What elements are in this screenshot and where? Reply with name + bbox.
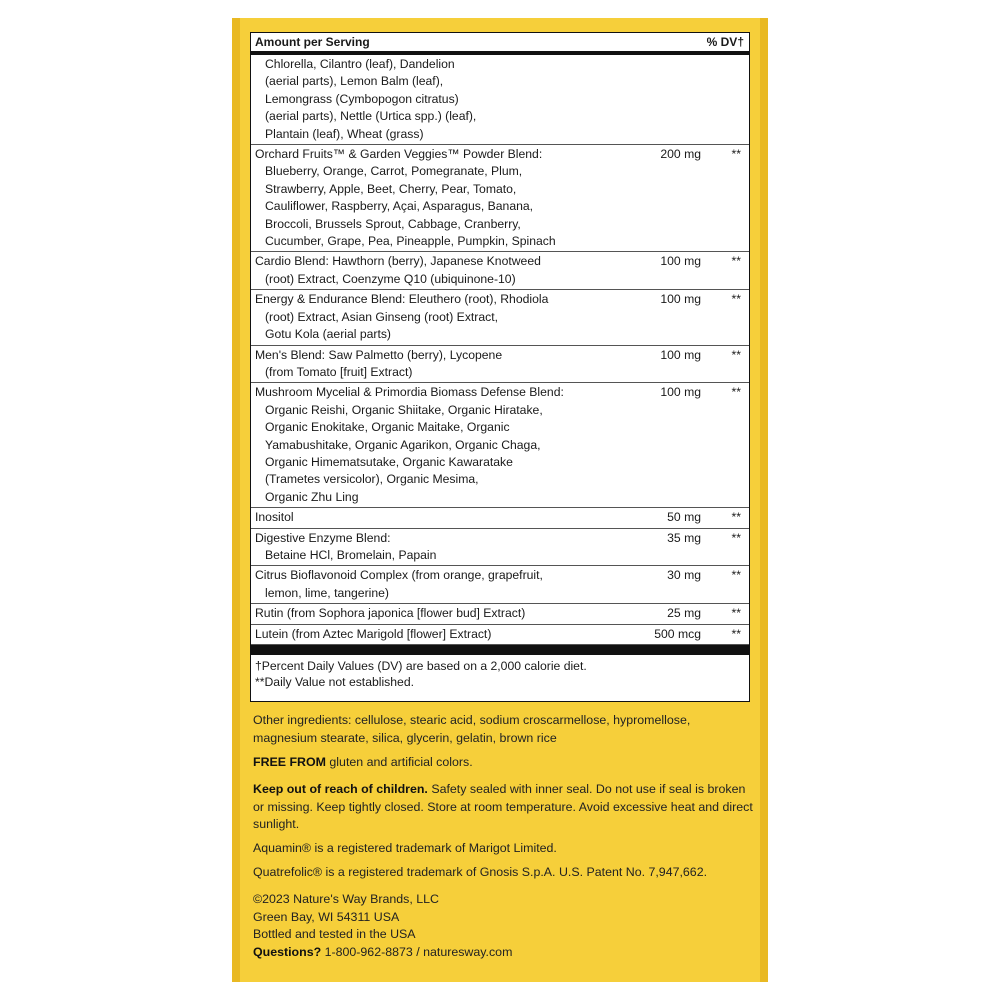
amount-value: 100 mg (660, 385, 701, 400)
dv-value (707, 56, 747, 143)
footnotes (251, 655, 749, 693)
ingredient-line: Men's Blend: Saw Palmetto (berry), Lycopene (255, 347, 503, 362)
label-edge-left (232, 18, 240, 982)
ingredient-line: Rutin (from Sophora japonica [flower bud] Extract) (255, 606, 526, 621)
ingredient-line: Strawberry, Apple, Beet, Cherry, Pear, Tomato, (265, 181, 517, 196)
address: Green Bay, WI 54311 USA (253, 909, 400, 924)
copyright: ©2023 Nature's Way Brands, LLC (253, 892, 439, 906)
ingredient-description (255, 626, 617, 643)
bottled-note: Bottled and tested in the USA (253, 927, 416, 942)
ingredient-line: Gotu Kola (aerial parts) (265, 327, 391, 342)
ingredient-line: (aerial parts), Lemon Balm (leaf), (265, 74, 444, 89)
aquamin-trademark: Aquamin® is a registered trademark of Marigot Limited. (253, 841, 557, 855)
free-from-bold: FREE FROM (253, 755, 326, 769)
ingredient-description (255, 567, 617, 602)
dv-value: ** (731, 147, 741, 162)
ingredient-line: Chlorella, Cilantro (leaf), Dandelion (265, 57, 455, 71)
ingredient-line: (Trametes versicolor), Organic Mesima, (265, 472, 479, 487)
ingredient-line: Energy & Endurance Blend: Eleuthero (root), Rhodiola (255, 292, 549, 307)
ingredient-line: (aerial parts), Nettle (Urtica spp.) (leaf), (265, 109, 477, 124)
amount-value: 100 mg (660, 292, 701, 307)
ingredient-line: Lemongrass (Cymbopogon citratus) (265, 91, 459, 106)
ingredient-description (255, 530, 617, 565)
ingredient-line: Orchard Fruits™ & Garden Veggies™ Powder Blend: (255, 147, 543, 162)
amount-value: 35 mg (667, 530, 701, 545)
ingredient-description (255, 605, 617, 622)
warning (253, 781, 753, 834)
amount-value: 25 mg (667, 606, 701, 621)
ingredient-row (251, 145, 749, 252)
amount-value: 30 mg (667, 568, 701, 583)
amount-value: 100 mg (660, 347, 701, 362)
ingredient-description (255, 56, 617, 143)
ingredient-line: (root) Extract, Coenzyme Q10 (ubiquinone-10) (265, 271, 516, 286)
ingredient-line: Cauliflower, Raspberry, Açai, Asparagus, Banana, (265, 199, 534, 214)
ingredient-line: Lutein (from Aztec Marigold [flower] Extract) (255, 626, 492, 641)
ingredient-line: Organic Reishi, Organic Shiitake, Organic Hiratake, (265, 402, 543, 417)
dv-value: ** (731, 292, 741, 307)
ingredient-rows (251, 55, 749, 645)
ingredient-line: lemon, lime, tangerine) (265, 585, 389, 600)
ingredient-description (255, 384, 617, 506)
warning-text: Safety sealed with inner seal. Do not use if seal is broken or missing. Keep tightly closed. Store at room temperature. Avoid excessive heat and direct sunlight. (253, 782, 753, 832)
ingredient-line: Plantain (leaf), Wheat (grass) (265, 126, 424, 141)
dv-value: ** (731, 347, 741, 362)
dv-heading: % DV† (706, 35, 744, 49)
ingredient-line: Yamabushitake, Organic Agarikon, Organic Chaga, (265, 437, 541, 452)
ingredient-row (251, 529, 749, 567)
ingredient-row (251, 625, 749, 645)
ingredient-description (255, 253, 617, 288)
free-from-text: gluten and artificial colors. (325, 755, 473, 769)
ingredient-line: Organic Zhu Ling (265, 489, 359, 504)
dv-value: ** (731, 626, 741, 641)
ingredient-line: Cardio Blend: Hawthorn (berry), Japanese Knotweed (255, 254, 541, 269)
ingredient-description (255, 146, 617, 250)
free-from (253, 754, 753, 772)
ingredient-line: Organic Himematsutake, Organic Kawaratake (265, 454, 513, 469)
questions-bold: Questions? (253, 944, 322, 959)
quatrefolic-trademark: Quatrefolic® is a registered trademark of Gnosis S.p.A. U.S. Patent No. 7,947,662. (253, 865, 708, 879)
divider-bar (251, 645, 749, 655)
amount-value: 200 mg (660, 147, 701, 162)
dv-value: ** (731, 606, 741, 621)
dv-value: ** (731, 254, 741, 269)
amount-value: 500 mcg (654, 626, 701, 641)
ingredient-line: Broccoli, Brussels Sprout, Cabbage, Cranberry, (265, 216, 521, 231)
ingredient-line: Digestive Enzyme Blend: (255, 530, 391, 545)
ingredient-line: (root) Extract, Asian Ginseng (root) Extract, (265, 309, 498, 324)
supplement-facts-panel (250, 32, 750, 702)
ingredient-line: Blueberry, Orange, Carrot, Pomegranate, Plum, (265, 164, 523, 179)
questions-contact: 1-800-962-8873 / naturesway.com (321, 944, 513, 959)
company-info (253, 891, 753, 961)
ingredient-line: Citrus Bioflavonoid Complex (from orange, grapefruit, (255, 568, 543, 583)
ingredient-description (255, 291, 617, 343)
ingredient-row (251, 383, 749, 508)
ingredient-line: Mushroom Mycelial & Primordia Biomass Defense Blend: (255, 385, 564, 400)
amount-value: 50 mg (667, 510, 701, 525)
ingredient-line: Betaine HCl, Bromelain, Papain (265, 547, 437, 562)
ingredient-line: Organic Enokitake, Organic Maitake, Organic (265, 420, 510, 435)
ingredient-row (251, 290, 749, 345)
ingredient-row (251, 252, 749, 290)
facts-header (251, 33, 749, 55)
warning-bold: Keep out of reach of children. (253, 782, 428, 796)
ingredient-description (255, 509, 617, 526)
questions-line (253, 944, 753, 962)
label-edge-right (760, 18, 768, 982)
ingredient-row (251, 566, 749, 604)
ingredient-line: Cucumber, Grape, Pea, Pineapple, Pumpkin, Spinach (265, 234, 556, 249)
ingredient-row (251, 346, 749, 384)
not-established-footnote: **Daily Value not established. (255, 675, 414, 689)
dv-footnote: †Percent Daily Values (DV) are based on a 2,000 calorie diet. (255, 659, 587, 673)
dv-value: ** (731, 530, 741, 545)
amount-per-serving-heading: Amount per Serving (255, 35, 370, 49)
dv-value: ** (731, 568, 741, 583)
ingredient-line: Inositol (255, 510, 294, 525)
dv-value: ** (731, 510, 741, 525)
amount-value (617, 56, 707, 143)
ingredient-row (251, 508, 749, 528)
ingredient-description (255, 347, 617, 382)
ingredient-line: (from Tomato [fruit] Extract) (265, 364, 413, 379)
other-ingredients: Other ingredients: cellulose, stearic acid, sodium croscarmellose, hypromellose, magnesium stearate, silica, glycerin, gelatin, brown rice (253, 713, 691, 745)
ingredient-row (251, 55, 749, 145)
amount-value: 100 mg (660, 254, 701, 269)
ingredient-row (251, 604, 749, 624)
dv-value: ** (731, 385, 741, 400)
